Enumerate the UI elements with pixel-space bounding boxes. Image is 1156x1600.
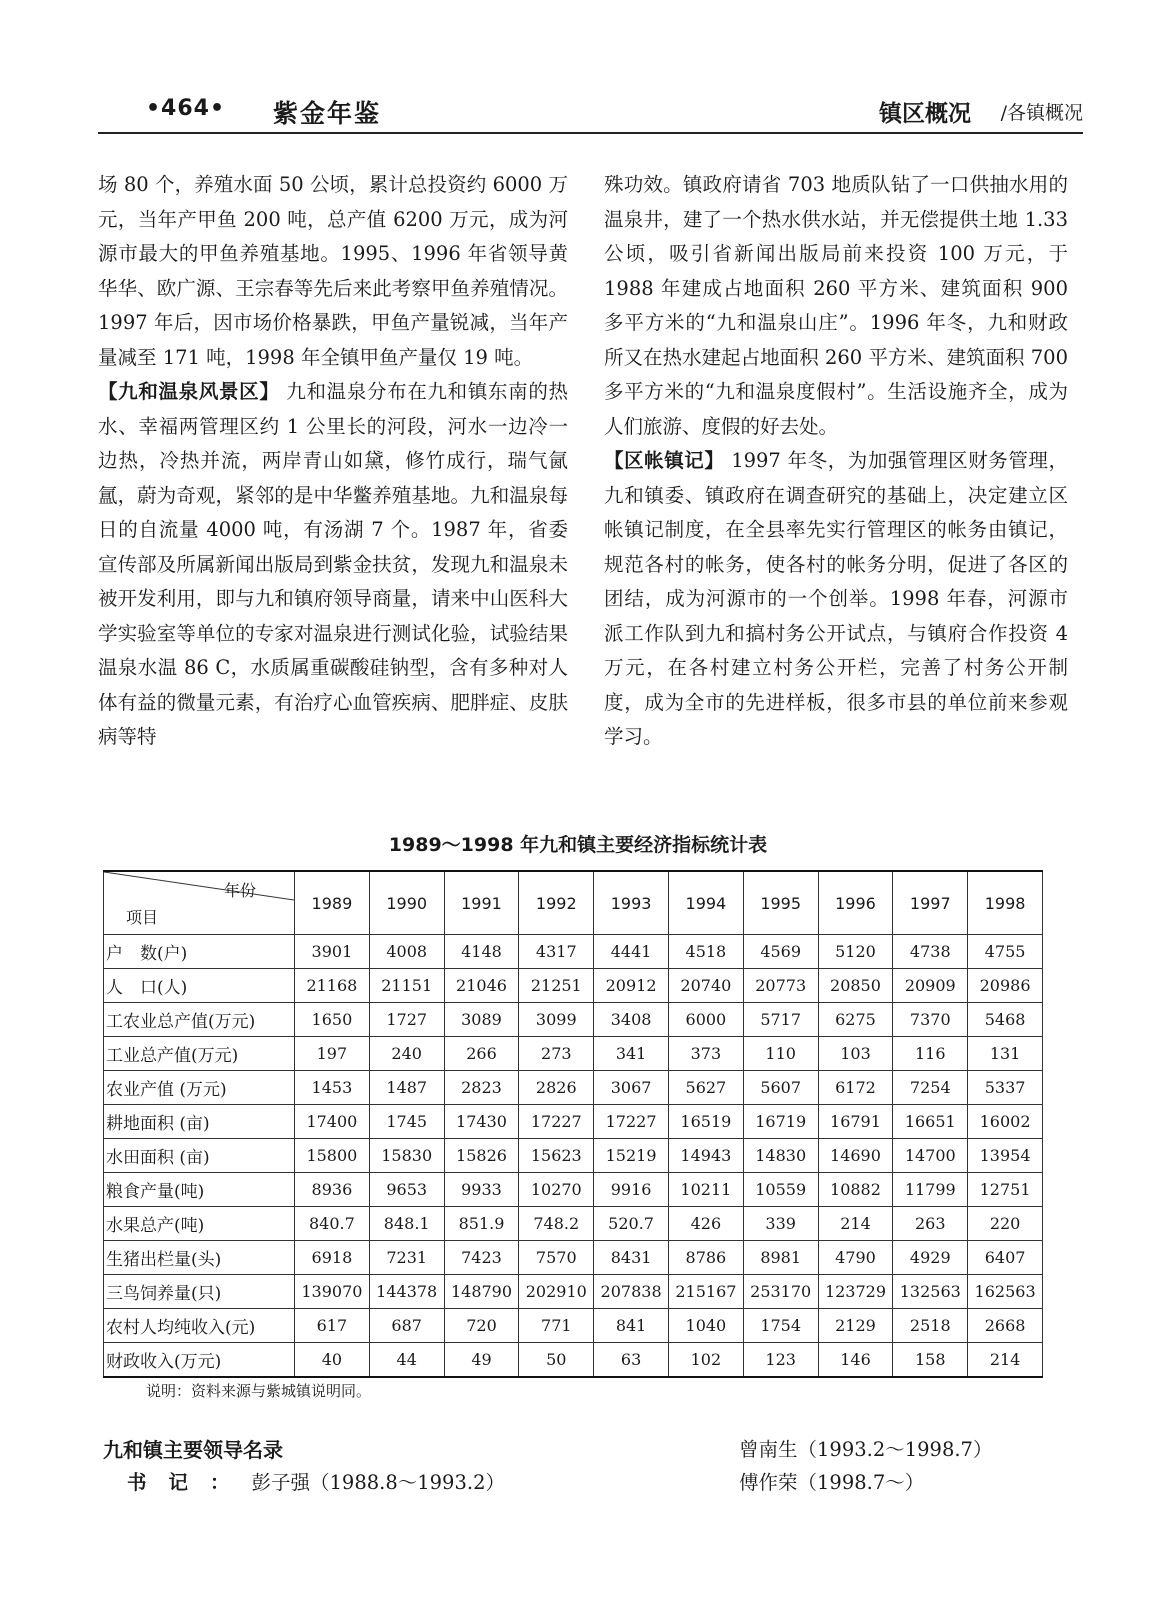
table-cell: 7570 <box>519 1241 594 1275</box>
table-cell: 144378 <box>369 1275 444 1309</box>
table-cell: 7231 <box>369 1241 444 1275</box>
table-body <box>104 935 1043 1378</box>
row-label: 水田面积 (亩) <box>104 1139 295 1173</box>
table-cell: 103 <box>818 1037 893 1071</box>
table-cell: 851.9 <box>444 1207 519 1241</box>
table-cell: 215167 <box>668 1275 743 1309</box>
leader-entry: 傅作荣（1998.7～） <box>739 1471 925 1494</box>
table-cell: 8786 <box>668 1241 743 1275</box>
table-cell: 14690 <box>818 1139 893 1173</box>
year-header: 1991 <box>444 871 519 935</box>
table-cell: 273 <box>519 1037 594 1071</box>
table-row <box>104 1071 1043 1105</box>
table-cell: 4790 <box>818 1241 893 1275</box>
row-label: 生猪出栏量(头) <box>104 1241 295 1275</box>
leader-entry: 曾南生（1993.2～1998.7） <box>739 1438 993 1461</box>
table-cell: 253170 <box>743 1275 818 1309</box>
table-cell: 207838 <box>594 1275 669 1309</box>
table-cell: 8431 <box>594 1241 669 1275</box>
paragraph-hot-spring <box>98 375 568 755</box>
table-cell: 8936 <box>295 1173 370 1207</box>
table-cell: 720 <box>444 1309 519 1343</box>
right-column <box>604 168 1068 755</box>
table-cell: 373 <box>668 1037 743 1071</box>
table-cell: 20740 <box>668 969 743 1003</box>
table-cell: 339 <box>743 1207 818 1241</box>
table-cell: 6000 <box>668 1003 743 1037</box>
leaders-section-title: 九和镇主要领导名录 <box>103 1438 283 1462</box>
book-title: 紫金年鉴 <box>273 99 382 128</box>
table-cell: 9916 <box>594 1173 669 1207</box>
left-column <box>98 168 568 755</box>
table-cell: 7254 <box>893 1071 968 1105</box>
table-cell: 14700 <box>893 1139 968 1173</box>
table-cell: 8981 <box>743 1241 818 1275</box>
table-row <box>104 1275 1043 1309</box>
table-cell: 3408 <box>594 1003 669 1037</box>
table-cell: 3099 <box>519 1003 594 1037</box>
row-label: 三鸟饲养量(只) <box>104 1275 295 1309</box>
table-cell: 17227 <box>519 1105 594 1139</box>
table-cell: 123 <box>743 1343 818 1378</box>
table-cell: 15826 <box>444 1139 519 1173</box>
table-cell: 15830 <box>369 1139 444 1173</box>
table-cell: 9653 <box>369 1173 444 1207</box>
table-cell: 617 <box>295 1309 370 1343</box>
table-cell: 17400 <box>295 1105 370 1139</box>
table-cell: 840.7 <box>295 1207 370 1241</box>
year-header: 1996 <box>818 871 893 935</box>
table-cell: 20909 <box>893 969 968 1003</box>
page-number: •464• <box>146 96 226 121</box>
table-cell: 14943 <box>668 1139 743 1173</box>
table-cell: 5627 <box>668 1071 743 1105</box>
table-cell: 6918 <box>295 1241 370 1275</box>
entry-body-hot-spring: 九和温泉分布在九和镇东南的热水、幸福两管理区约 1 公里长的河段，河水一边冷一边热，冷热并流，两岸青山如黛，修竹成行，瑞气氤氲，蔚为奇观，紧邻的是中华鳖养殖基地。九和温泉每日的自流量 4000 吨，有汤湖 7 个。1987 年，省委宣传部及所属新闻出版局到紫金扶贫，发现九和温泉未被开发利用，即与九和镇府领导商量，请来中山医科大学实验室等单位的专家对温泉进行测试化验，试验结果温泉水温 86 C，水质属重碳酸硅钠型，含有多种对人体有益的微量元素，有治疗心血管疾病、肥胖症、皮肤病等特 <box>98 380 568 748</box>
entry-term-hot-spring: 【九和温泉风景区】 <box>98 380 280 403</box>
table-cell: 5468 <box>968 1003 1043 1037</box>
table-cell: 20773 <box>743 969 818 1003</box>
table-cell: 4008 <box>369 935 444 969</box>
table-corner-cell <box>104 871 295 935</box>
table-cell: 15219 <box>594 1139 669 1173</box>
table-cell: 110 <box>743 1037 818 1071</box>
table-cell: 4929 <box>893 1241 968 1275</box>
table-cell: 1754 <box>743 1309 818 1343</box>
table-cell: 20986 <box>968 969 1043 1003</box>
table-row <box>104 1139 1043 1173</box>
table-cell: 5607 <box>743 1071 818 1105</box>
table-cell: 162563 <box>968 1275 1043 1309</box>
table-cell: 4738 <box>893 935 968 969</box>
table-title: 1989～1998 年九和镇主要经济指标统计表 <box>388 834 768 856</box>
table-cell: 240 <box>369 1037 444 1071</box>
year-header: 1993 <box>594 871 669 935</box>
table-row <box>104 1241 1043 1275</box>
table-cell: 7423 <box>444 1241 519 1275</box>
table-cell: 10211 <box>668 1173 743 1207</box>
table-cell: 5717 <box>743 1003 818 1037</box>
table-row <box>104 1343 1043 1378</box>
page-header <box>98 92 1083 134</box>
paragraph-turtle-farming: 场 80 个，养殖水面 50 公顷，累计总投资约 6000 万元，当年产甲鱼 200 吨，总产值 6200 万元，成为河源市最大的甲鱼养殖基地。1995、1996 年省领导黄华华、欧广源、王宗春等先后来此考察甲鱼养殖情况。1997 年后，因市场价格暴跌，甲鱼产量锐减，当年产量减至 171 吨，1998 年全镇甲鱼产量仅 19 吨。 <box>98 173 568 369</box>
table-cell: 3901 <box>295 935 370 969</box>
table-cell: 1453 <box>295 1071 370 1105</box>
year-header: 1989 <box>295 871 370 935</box>
table-cell: 116 <box>893 1037 968 1071</box>
table-cell: 12751 <box>968 1173 1043 1207</box>
table-cell: 44 <box>369 1343 444 1378</box>
table-cell: 426 <box>668 1207 743 1241</box>
table-cell: 4148 <box>444 935 519 969</box>
table-cell: 63 <box>594 1343 669 1378</box>
row-label: 水果总产(吨) <box>104 1207 295 1241</box>
table-header-row <box>104 871 1043 935</box>
table-cell: 2129 <box>818 1309 893 1343</box>
economic-indicators-table <box>103 870 1043 1378</box>
table-cell: 4518 <box>668 935 743 969</box>
table-row <box>104 1309 1043 1343</box>
table-cell: 11799 <box>893 1173 968 1207</box>
table-cell: 202910 <box>519 1275 594 1309</box>
table-cell: 197 <box>295 1037 370 1071</box>
table-cell: 520.7 <box>594 1207 669 1241</box>
row-label: 财政收入(万元) <box>104 1343 295 1378</box>
table-cell: 139070 <box>295 1275 370 1309</box>
table-cell: 1650 <box>295 1003 370 1037</box>
table-row <box>104 1173 1043 1207</box>
table-cell: 4317 <box>519 935 594 969</box>
corner-label-year: 年份 <box>223 881 256 900</box>
table-cell: 5120 <box>818 935 893 969</box>
table-cell: 49 <box>444 1343 519 1378</box>
table-cell: 3067 <box>594 1071 669 1105</box>
table-row <box>104 935 1043 969</box>
year-header: 1995 <box>743 871 818 935</box>
table-cell: 123729 <box>818 1275 893 1309</box>
table-cell: 16719 <box>743 1105 818 1139</box>
table-cell: 10882 <box>818 1173 893 1207</box>
year-header: 1998 <box>968 871 1043 935</box>
table-cell: 20912 <box>594 969 669 1003</box>
table-cell: 848.1 <box>369 1207 444 1241</box>
table-cell: 102 <box>668 1343 743 1378</box>
table-cell: 4569 <box>743 935 818 969</box>
table-cell: 6172 <box>818 1071 893 1105</box>
subsection-title: /各镇概况 <box>1000 102 1083 124</box>
table-cell: 21046 <box>444 969 519 1003</box>
table-cell: 50 <box>519 1343 594 1378</box>
entry-body-accounts: 1997 年冬，为加强管理区财务管理，九和镇委、镇政府在调查研究的基础上，决定建立区帐镇记制度，在全县率先实行管理区的帐务由镇记，规范各村的帐务，使各村的帐务分明，促进了各区的团结，成为河源市的一个创举。1998 年春，河源市派工作队到九和搞村务公开试点，与镇府合作投资 4 万元，在各村建立村务公开栏，完善了村务公开制度，成为全市的先进样板，很多市县的单位前来参观学习。 <box>604 449 1068 748</box>
table-cell: 16791 <box>818 1105 893 1139</box>
table-cell: 687 <box>369 1309 444 1343</box>
table-cell: 21251 <box>519 969 594 1003</box>
table-cell: 15800 <box>295 1139 370 1173</box>
table-cell: 158 <box>893 1343 968 1378</box>
table-cell: 5337 <box>968 1071 1043 1105</box>
table-cell: 263 <box>893 1207 968 1241</box>
table-cell: 6407 <box>968 1241 1043 1275</box>
table-cell: 7370 <box>893 1003 968 1037</box>
role-label-secretary: 书记： <box>127 1471 252 1494</box>
row-label: 工农业总产值(万元) <box>104 1003 295 1037</box>
table-cell: 15623 <box>519 1139 594 1173</box>
corner-label-item: 项目 <box>126 908 159 927</box>
year-header: 1990 <box>369 871 444 935</box>
table-cell: 40 <box>295 1343 370 1378</box>
table-row <box>104 1003 1043 1037</box>
table-cell: 21151 <box>369 969 444 1003</box>
table-row <box>104 969 1043 1003</box>
table-cell: 17227 <box>594 1105 669 1139</box>
leader-entry <box>127 1467 505 1495</box>
table-cell: 131 <box>968 1037 1043 1071</box>
table-cell: 220 <box>968 1207 1043 1241</box>
table-cell: 10270 <box>519 1173 594 1207</box>
table-cell: 16002 <box>968 1105 1043 1139</box>
table-cell: 2668 <box>968 1309 1043 1343</box>
table-row <box>104 1207 1043 1241</box>
table-cell: 2826 <box>519 1071 594 1105</box>
leader-name: 彭子强（1988.8～1993.2） <box>251 1471 505 1494</box>
table-cell: 21168 <box>295 969 370 1003</box>
year-header: 1997 <box>893 871 968 935</box>
table-cell: 20850 <box>818 969 893 1003</box>
table-cell: 9933 <box>444 1173 519 1207</box>
table-row <box>104 1105 1043 1139</box>
table-cell: 748.2 <box>519 1207 594 1241</box>
section-title: 镇区概况 <box>879 101 971 127</box>
table-cell: 6275 <box>818 1003 893 1037</box>
table-cell: 16651 <box>893 1105 968 1139</box>
table-cell: 13954 <box>968 1139 1043 1173</box>
table-cell: 4441 <box>594 935 669 969</box>
table-cell: 146 <box>818 1343 893 1378</box>
table-cell: 266 <box>444 1037 519 1071</box>
row-label: 工业总产值(万元) <box>104 1037 295 1071</box>
table-cell: 132563 <box>893 1275 968 1309</box>
row-label: 人 口(人) <box>104 969 295 1003</box>
paragraph-accounts <box>604 444 1068 755</box>
table-cell: 214 <box>818 1207 893 1241</box>
table-cell: 1745 <box>369 1105 444 1139</box>
row-label: 农村人均纯收入(元) <box>104 1309 295 1343</box>
table-cell: 148790 <box>444 1275 519 1309</box>
table-cell: 1727 <box>369 1003 444 1037</box>
entry-term-accounts: 【区帐镇记】 <box>604 449 725 472</box>
row-label: 农业产值 (万元) <box>104 1071 295 1105</box>
table-cell: 841 <box>594 1309 669 1343</box>
table-cell: 1487 <box>369 1071 444 1105</box>
table-cell: 2823 <box>444 1071 519 1105</box>
table-cell: 4755 <box>968 935 1043 969</box>
table-cell: 2518 <box>893 1309 968 1343</box>
table-cell: 14830 <box>743 1139 818 1173</box>
year-header: 1994 <box>668 871 743 935</box>
table-cell: 3089 <box>444 1003 519 1037</box>
row-label: 户 数(户) <box>104 935 295 969</box>
table-cell: 214 <box>968 1343 1043 1378</box>
year-header: 1992 <box>519 871 594 935</box>
table-cell: 17430 <box>444 1105 519 1139</box>
table-cell: 10559 <box>743 1173 818 1207</box>
table-cell: 341 <box>594 1037 669 1071</box>
table-cell: 771 <box>519 1309 594 1343</box>
table-note: 说明：资料来源与紫城镇说明同。 <box>146 1382 372 1400</box>
table-row <box>104 1037 1043 1071</box>
table-cell: 16519 <box>668 1105 743 1139</box>
row-label: 耕地面积 (亩) <box>104 1105 295 1139</box>
table-cell: 1040 <box>668 1309 743 1343</box>
paragraph-hot-spring-cont: 殊功效。镇政府请省 703 地质队钻了一口供抽水用的温泉井，建了一个热水供水站，并无偿提供土地 1.33 公顷，吸引省新闻出版局前来投资 100 万元，于 1988 年建成占地面积 260 平方米、建筑面积 900 多平方米的“九和温泉山庄”。1996 年冬，九和财政所又在热水建起占地面积 260 平方米、建筑面积 700 多平方米的“九和温泉度假村”。生活设施齐全，成为人们旅游、度假的好去处。 <box>604 173 1068 438</box>
row-label: 粮食产量(吨) <box>104 1173 295 1207</box>
